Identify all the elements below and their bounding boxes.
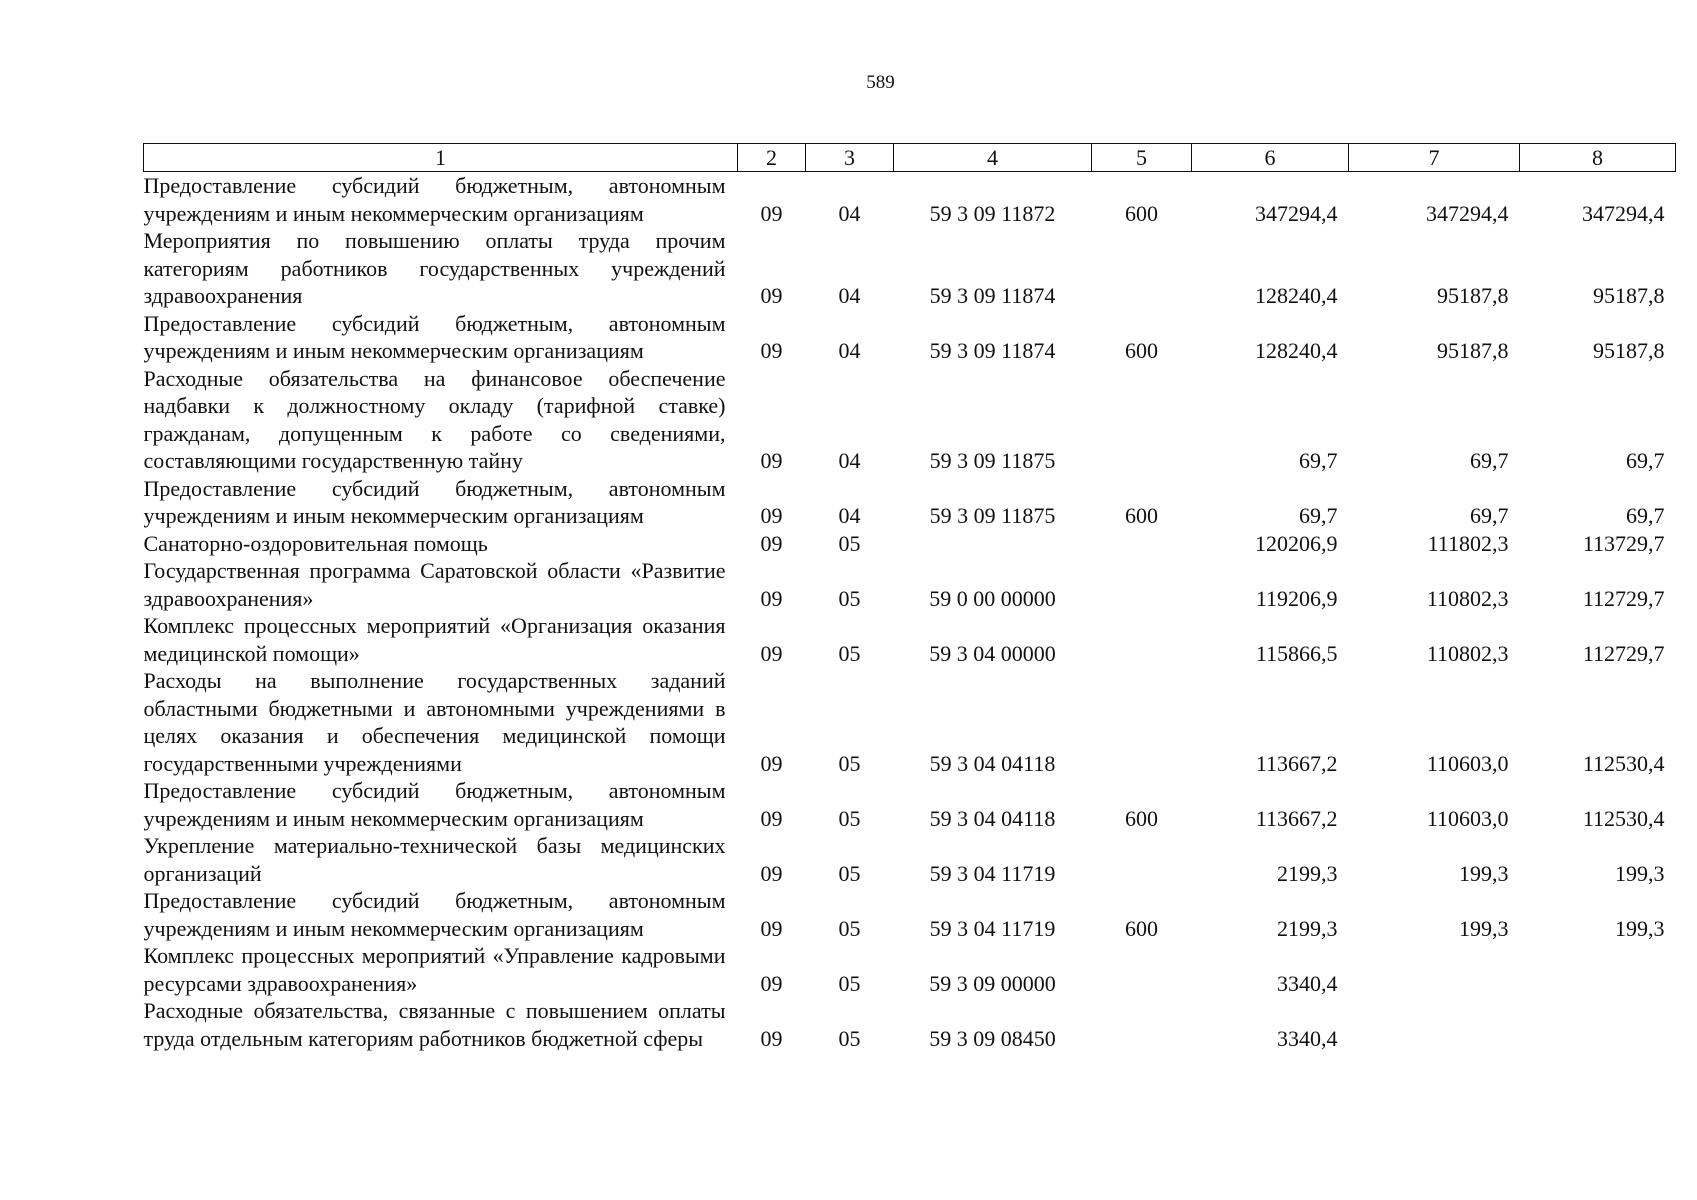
amount-col7-cell: 95187,8 — [1437, 338, 1509, 363]
expense-type-cell — [1092, 557, 1192, 612]
section-code-cell: 09 — [760, 448, 783, 473]
target-article-cell — [894, 530, 1092, 558]
table-row — [144, 557, 1676, 612]
target-article-cell: 59 3 04 04118 — [929, 750, 1056, 776]
amount-col6-cell: 115866,5 — [1255, 640, 1338, 666]
expense-type-cell — [1092, 942, 1192, 997]
row-name-cell: Расходы на выполнение государственных заданий областными бюджетными и автономными учреждениями в целях оказания и обеспечения медицинской помощи государственными учреждениями — [143, 668, 726, 776]
expense-type-cell — [1092, 227, 1192, 310]
table-row — [144, 777, 1676, 832]
row-name-cell: Предоставление субсидий бюджетным, автономным учреждениям и иным некоммерческим организациям — [143, 475, 726, 528]
amount-col6-cell: 119206,9 — [1255, 585, 1338, 611]
target-article-cell: 59 3 09 00000 — [929, 970, 1056, 996]
subsection-code-cell: 05 — [838, 1025, 861, 1051]
target-article-cell: 59 3 09 08450 — [929, 1025, 1056, 1051]
amount-col6-cell: 120206,9 — [1255, 530, 1338, 556]
table-row — [144, 667, 1676, 777]
amount-col6-cell: 128240,4 — [1255, 283, 1338, 308]
subsection-code-cell: 04 — [838, 338, 861, 363]
amount-col8-cell: 199,3 — [1615, 915, 1665, 941]
table-row — [144, 887, 1676, 942]
amount-col8-cell: 95187,8 — [1593, 338, 1665, 363]
amount-col8-cell: 112729,7 — [1582, 585, 1665, 611]
amount-col7-cell: 110603,0 — [1426, 805, 1509, 831]
section-code-cell: 09 — [760, 338, 783, 363]
section-code-cell: 09 — [760, 970, 783, 996]
amount-col8-cell: 69,7 — [1626, 503, 1665, 528]
amount-col8-cell: 113729,7 — [1582, 530, 1665, 556]
amount-col8-cell — [1520, 997, 1676, 1052]
amount-col8-cell: 112530,4 — [1582, 750, 1665, 776]
expense-type-cell: 600 — [1125, 338, 1158, 363]
table-row — [144, 475, 1676, 530]
expense-type-cell — [1092, 832, 1192, 887]
amount-col7-cell: 69,7 — [1470, 448, 1509, 473]
amount-col7-cell: 95187,8 — [1437, 283, 1509, 308]
subsection-code-cell: 05 — [838, 860, 861, 886]
subsection-code-cell: 05 — [838, 915, 861, 941]
amount-col7-cell — [1349, 997, 1520, 1052]
amount-col7-cell: 110802,3 — [1426, 640, 1509, 666]
section-code-cell: 09 — [760, 503, 783, 528]
row-name-cell: Комплекс процессных мероприятий «Организация оказания медицинской помощи» — [143, 613, 726, 666]
subsection-code-cell: 04 — [838, 503, 861, 528]
row-name-cell: Предоставление субсидий бюджетным, автономным учреждениям и иным некоммерческим организациям — [143, 310, 726, 363]
section-code-cell: 09 — [760, 640, 783, 666]
expense-type-cell — [1092, 365, 1192, 475]
expense-type-cell: 600 — [1125, 915, 1158, 941]
amount-col6-cell: 128240,4 — [1255, 338, 1338, 363]
page-number: 589 — [866, 72, 895, 93]
target-article-cell: 59 3 09 11872 — [929, 200, 1056, 226]
subsection-code-cell: 05 — [838, 805, 861, 831]
amount-col8-cell: 199,3 — [1615, 860, 1665, 886]
column-header: 5 — [1092, 144, 1192, 172]
row-name-cell: Расходные обязательства на финансовое обеспечение надбавки к должностному окладу (тарифной ставке) гражданам, допущенным к работе со сведениями, составляющими государственную тайну — [143, 365, 726, 473]
amount-col7-cell: 110603,0 — [1426, 750, 1509, 776]
section-code-cell: 09 — [760, 200, 783, 226]
amount-col7-cell: 111802,3 — [1427, 530, 1509, 556]
amount-col6-cell: 113667,2 — [1255, 750, 1338, 776]
amount-col6-cell: 2199,3 — [1277, 860, 1338, 886]
subsection-code-cell: 04 — [838, 283, 861, 308]
section-code-cell: 09 — [760, 585, 783, 611]
header-row — [144, 144, 1676, 172]
table-row — [144, 310, 1676, 365]
subsection-code-cell: 05 — [838, 750, 861, 776]
section-code-cell: 09 — [760, 750, 783, 776]
row-name-cell: Укрепление материально-технической базы медицинских организаций — [143, 833, 726, 886]
amount-col6-cell: 69,7 — [1299, 503, 1338, 528]
row-name-cell: Предоставление субсидий бюджетным, автономным учреждениям и иным некоммерческим организациям — [143, 888, 726, 941]
section-code-cell: 09 — [760, 915, 783, 941]
row-name-cell: Государственная программа Саратовской области «Развитие здравоохранения» — [143, 558, 726, 611]
table-row — [144, 612, 1676, 667]
subsection-code-cell: 05 — [838, 640, 861, 666]
amount-col6-cell: 2199,3 — [1277, 915, 1338, 941]
column-header: 2 — [738, 144, 806, 172]
target-article-cell: 59 3 04 04118 — [929, 805, 1056, 831]
expense-type-cell — [1092, 667, 1192, 777]
target-article-cell: 59 3 04 11719 — [929, 860, 1056, 886]
target-article-cell: 59 3 09 11874 — [929, 283, 1056, 308]
row-name-cell: Комплекс процессных мероприятий «Управление кадровыми ресурсами здравоохранения» — [143, 943, 726, 996]
table-body — [144, 172, 1676, 1053]
amount-col6-cell: 347294,4 — [1255, 200, 1338, 226]
column-header: 1 — [144, 144, 738, 172]
table-row — [144, 172, 1676, 228]
row-name-cell: Расходные обязательства, связанные с повышением оплаты труда отдельным категориям работников бюджетной сферы — [143, 998, 726, 1051]
target-article-cell: 59 0 00 00000 — [929, 585, 1056, 611]
section-code-cell: 09 — [760, 530, 783, 556]
amount-col7-cell: 347294,4 — [1426, 200, 1509, 226]
table-row — [144, 997, 1676, 1052]
subsection-code-cell: 04 — [838, 448, 861, 473]
row-name-cell: Мероприятия по повышению оплаты труда прочим категориям работников государственных учреждений здравоохранения — [143, 228, 726, 308]
amount-col8-cell: 112729,7 — [1582, 640, 1665, 666]
amount-col6-cell: 113667,2 — [1255, 805, 1338, 831]
column-header: 3 — [806, 144, 894, 172]
expense-type-cell — [1092, 530, 1192, 558]
expense-type-cell: 600 — [1125, 805, 1158, 831]
amount-col8-cell: 69,7 — [1626, 448, 1665, 473]
amount-col8-cell: 347294,4 — [1582, 200, 1665, 226]
column-header: 4 — [894, 144, 1092, 172]
column-header: 6 — [1192, 144, 1349, 172]
amount-col7-cell: 199,3 — [1459, 915, 1509, 941]
budget-table — [143, 143, 1676, 1052]
table-row — [144, 365, 1676, 475]
target-article-cell: 59 3 09 11875 — [929, 448, 1056, 473]
amount-col6-cell: 3340,4 — [1277, 970, 1338, 996]
subsection-code-cell: 04 — [838, 200, 861, 226]
amount-col7-cell — [1349, 942, 1520, 997]
table-row — [144, 227, 1676, 310]
amount-col8-cell: 95187,8 — [1593, 283, 1665, 308]
amount-col7-cell: 199,3 — [1459, 860, 1509, 886]
target-article-cell: 59 3 04 11719 — [929, 915, 1056, 941]
amount-col7-cell: 110802,3 — [1426, 585, 1509, 611]
section-code-cell: 09 — [760, 283, 783, 308]
expense-type-cell — [1092, 997, 1192, 1052]
subsection-code-cell: 05 — [838, 585, 861, 611]
target-article-cell: 59 3 09 11874 — [929, 338, 1056, 363]
table-row — [144, 530, 1676, 558]
amount-col6-cell: 69,7 — [1299, 448, 1338, 473]
section-code-cell: 09 — [760, 860, 783, 886]
row-name-cell: Предоставление субсидий бюджетным, автономным учреждениям и иным некоммерческим организациям — [143, 778, 726, 831]
expense-type-cell: 600 — [1125, 503, 1158, 528]
row-name-cell: Предоставление субсидий бюджетным, автономным учреждениям и иным некоммерческим организациям — [143, 173, 726, 226]
amount-col7-cell: 69,7 — [1470, 503, 1509, 528]
target-article-cell: 59 3 04 00000 — [929, 640, 1056, 666]
row-name-cell: Санаторно-оздоровительная помощь — [143, 530, 488, 556]
section-code-cell: 09 — [760, 805, 783, 831]
column-header: 7 — [1349, 144, 1520, 172]
expense-type-cell: 600 — [1125, 200, 1158, 226]
amount-col6-cell: 3340,4 — [1277, 1025, 1338, 1051]
table-row — [144, 942, 1676, 997]
amount-col8-cell — [1520, 942, 1676, 997]
subsection-code-cell: 05 — [838, 530, 861, 556]
amount-col8-cell: 112530,4 — [1582, 805, 1665, 831]
subsection-code-cell: 05 — [838, 970, 861, 996]
column-header: 8 — [1520, 144, 1676, 172]
table-row — [144, 832, 1676, 887]
expense-type-cell — [1092, 612, 1192, 667]
section-code-cell: 09 — [760, 1025, 783, 1051]
target-article-cell: 59 3 09 11875 — [929, 503, 1056, 528]
